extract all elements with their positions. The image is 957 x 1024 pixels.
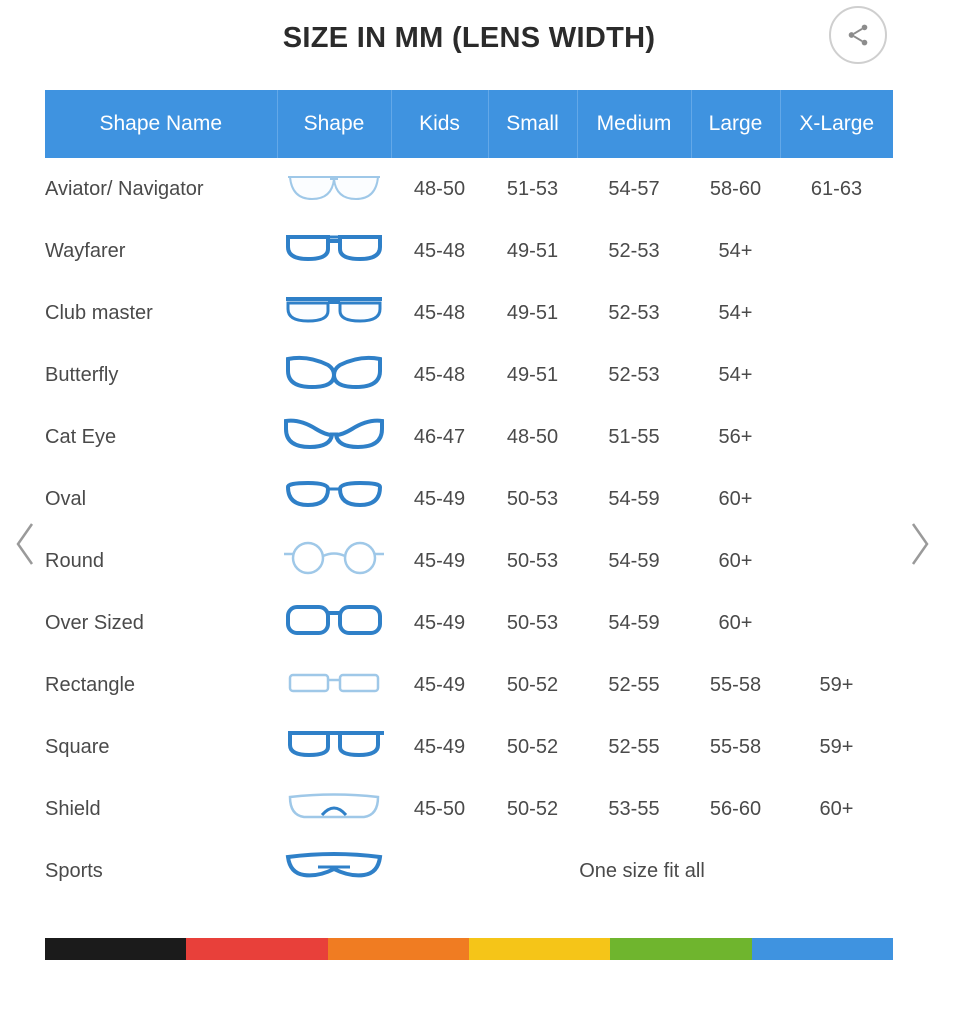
size-small: 49-51	[488, 220, 577, 282]
size-one-size-fit-all: One size fit all	[391, 840, 893, 902]
shape-cell	[277, 840, 391, 902]
size-chart-table-wrap	[45, 90, 893, 902]
table-row	[45, 654, 893, 716]
table-row	[45, 220, 893, 282]
size-xlarge	[780, 220, 893, 282]
table-row	[45, 344, 893, 406]
sports-glasses-icon	[282, 847, 386, 889]
size-large: 55-58	[691, 716, 780, 778]
butterfly-glasses-icon	[282, 351, 386, 393]
shape-name: Aviator/ Navigator	[45, 158, 277, 220]
size-kids: 45-48	[391, 220, 488, 282]
shape-cell	[277, 220, 391, 282]
shape-name: Over Sized	[45, 592, 277, 654]
size-xlarge: 60+	[780, 778, 893, 840]
size-medium: 53-55	[577, 778, 691, 840]
column-header-large: Large	[691, 90, 780, 158]
table-row	[45, 282, 893, 344]
shape-name: Club master	[45, 282, 277, 344]
shield-glasses-icon	[282, 785, 386, 827]
size-small: 50-52	[488, 654, 577, 716]
size-kids: 48-50	[391, 158, 488, 220]
shape-name: Square	[45, 716, 277, 778]
shape-cell	[277, 716, 391, 778]
table-header-row	[45, 90, 893, 158]
size-small: 50-52	[488, 778, 577, 840]
table-body	[45, 158, 893, 902]
color-swatch-4	[469, 938, 610, 960]
title-bar	[0, 0, 957, 88]
size-xlarge	[780, 282, 893, 344]
table-row	[45, 778, 893, 840]
oversized-glasses-icon	[282, 599, 386, 641]
size-large: 60+	[691, 468, 780, 530]
table-row	[45, 530, 893, 592]
wayfarer-glasses-icon	[282, 227, 386, 269]
shape-name: Butterfly	[45, 344, 277, 406]
color-swatch-3	[328, 938, 469, 960]
size-large: 54+	[691, 282, 780, 344]
size-small: 49-51	[488, 282, 577, 344]
size-medium: 51-55	[577, 406, 691, 468]
size-medium: 52-53	[577, 282, 691, 344]
size-small: 50-53	[488, 592, 577, 654]
table-row	[45, 840, 893, 902]
shape-cell	[277, 778, 391, 840]
table-row	[45, 158, 893, 220]
carousel-next-button[interactable]	[905, 520, 945, 570]
chevron-right-icon	[905, 520, 933, 568]
size-small: 50-53	[488, 530, 577, 592]
shape-cell	[277, 530, 391, 592]
clubmaster-glasses-icon	[282, 289, 386, 331]
table-header	[45, 90, 893, 158]
table-row	[45, 406, 893, 468]
shape-cell	[277, 158, 391, 220]
size-xlarge: 59+	[780, 716, 893, 778]
size-kids: 45-48	[391, 282, 488, 344]
size-large: 54+	[691, 344, 780, 406]
size-small: 50-52	[488, 716, 577, 778]
shape-cell	[277, 344, 391, 406]
size-chart-table	[45, 90, 893, 902]
shape-name: Sports	[45, 840, 277, 902]
share-button[interactable]	[829, 6, 887, 64]
size-small: 50-53	[488, 468, 577, 530]
column-header-medium: Medium	[577, 90, 691, 158]
color-swatch-5	[610, 938, 751, 960]
size-xlarge	[780, 468, 893, 530]
shape-name: Shield	[45, 778, 277, 840]
size-small: 51-53	[488, 158, 577, 220]
color-swatch-1	[45, 938, 186, 960]
footer-color-bar	[45, 938, 893, 960]
size-kids: 46-47	[391, 406, 488, 468]
size-large: 56+	[691, 406, 780, 468]
size-medium: 54-59	[577, 530, 691, 592]
column-header-shape: Shape	[277, 90, 391, 158]
shape-name: Oval	[45, 468, 277, 530]
shape-cell	[277, 654, 391, 716]
color-swatch-2	[186, 938, 327, 960]
shape-name: Cat Eye	[45, 406, 277, 468]
shape-cell	[277, 468, 391, 530]
column-header-xlarge: X-Large	[780, 90, 893, 158]
size-medium: 52-53	[577, 220, 691, 282]
cateye-glasses-icon	[282, 413, 386, 455]
share-icon	[845, 22, 871, 48]
size-medium: 54-59	[577, 468, 691, 530]
size-medium: 52-53	[577, 344, 691, 406]
color-swatch-6	[752, 938, 893, 960]
table-row	[45, 468, 893, 530]
shape-cell	[277, 406, 391, 468]
size-large: 60+	[691, 592, 780, 654]
size-xlarge	[780, 530, 893, 592]
size-small: 48-50	[488, 406, 577, 468]
size-xlarge	[780, 592, 893, 654]
column-header-kids: Kids	[391, 90, 488, 158]
size-kids: 45-50	[391, 778, 488, 840]
table-row	[45, 592, 893, 654]
square-glasses-icon	[282, 723, 386, 765]
size-large: 56-60	[691, 778, 780, 840]
shape-cell	[277, 282, 391, 344]
size-medium: 54-59	[577, 592, 691, 654]
size-xlarge: 59+	[780, 654, 893, 716]
chevron-left-icon	[12, 520, 40, 568]
aviator-glasses-icon	[282, 165, 386, 207]
size-kids: 45-49	[391, 654, 488, 716]
size-xlarge	[780, 406, 893, 468]
size-kids: 45-49	[391, 716, 488, 778]
shape-name: Round	[45, 530, 277, 592]
round-glasses-icon	[282, 537, 386, 579]
rectangle-glasses-icon	[282, 661, 386, 703]
size-xlarge: 61-63	[780, 158, 893, 220]
size-medium: 54-57	[577, 158, 691, 220]
shape-name: Rectangle	[45, 654, 277, 716]
table-row	[45, 716, 893, 778]
page-title: SIZE IN MM (LENS WIDTH)	[282, 22, 656, 54]
size-kids: 45-49	[391, 530, 488, 592]
oval-glasses-icon	[282, 475, 386, 517]
size-large: 54+	[691, 220, 780, 282]
size-kids: 45-49	[391, 468, 488, 530]
size-xlarge	[780, 344, 893, 406]
size-kids: 45-49	[391, 592, 488, 654]
size-large: 58-60	[691, 158, 780, 220]
size-large: 55-58	[691, 654, 780, 716]
shape-name: Wayfarer	[45, 220, 277, 282]
size-large: 60+	[691, 530, 780, 592]
size-small: 49-51	[488, 344, 577, 406]
size-medium: 52-55	[577, 716, 691, 778]
size-kids: 45-48	[391, 344, 488, 406]
column-header-small: Small	[488, 90, 577, 158]
column-header-shape-name: Shape Name	[45, 90, 277, 158]
size-medium: 52-55	[577, 654, 691, 716]
shape-cell	[277, 592, 391, 654]
